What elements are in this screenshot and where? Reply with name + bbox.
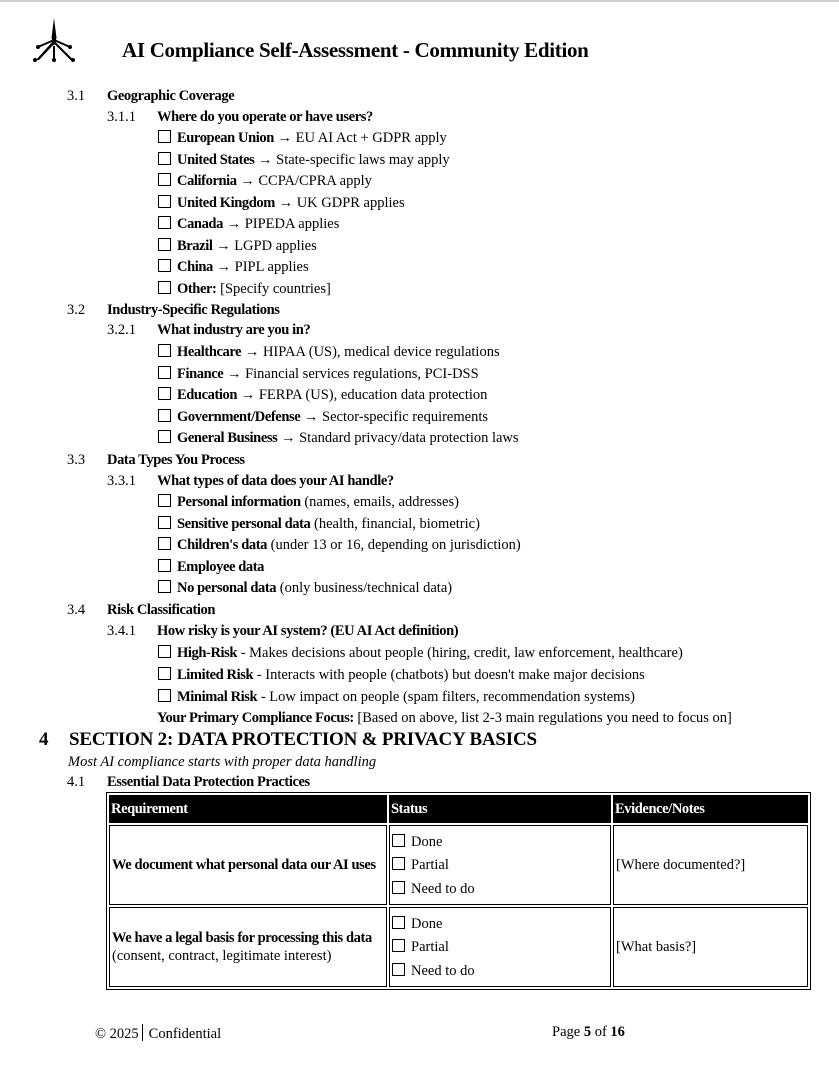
checkbox-option[interactable]: [158, 364, 479, 384]
question-text: How risky is your AI system? (EU AI Act definition): [157, 623, 459, 639]
confidential-label: Confidential: [148, 1026, 222, 1042]
question-text: What types of data does your AI handle?: [157, 473, 394, 489]
question-number: 3.2.1: [107, 322, 136, 338]
checkbox-icon[interactable]: [158, 645, 171, 658]
checkbox-icon[interactable]: [158, 667, 171, 680]
checkbox-option[interactable]: [158, 665, 645, 685]
checkbox-icon[interactable]: [392, 916, 405, 929]
option-label: United Kingdom: [177, 194, 275, 211]
option-description: Standard privacy/data protection laws: [299, 430, 519, 446]
status-option-done[interactable]: [392, 913, 608, 937]
option-description: (under 13 or 16, depending on jurisdiction): [270, 537, 521, 553]
section-number: 4: [39, 729, 49, 750]
status-label: Done: [411, 833, 443, 850]
option-label: Finance: [177, 365, 224, 382]
compass-star-icon: [30, 16, 78, 62]
checkbox-option[interactable]: [158, 643, 683, 663]
option-label: California: [177, 173, 237, 189]
column-header-notes: Evidence/Notes: [613, 795, 808, 823]
checkbox-option[interactable]: [158, 342, 500, 362]
table-row: [109, 907, 808, 987]
option-description: Interacts with people (chatbots) but doesn't make major decisions: [265, 666, 645, 683]
checkbox-option[interactable]: [158, 407, 488, 427]
option-description: FERPA (US), education data protection: [258, 387, 488, 403]
option-label: Government/Defense: [177, 408, 301, 425]
option-description: State-specific laws may apply: [276, 151, 450, 168]
question-number: 3.3.1: [107, 473, 136, 489]
question-number: 3.4.1: [107, 623, 136, 639]
checkbox-option[interactable]: [158, 687, 635, 707]
checkbox-icon[interactable]: [158, 238, 171, 251]
status-label: Need to do: [411, 880, 475, 897]
status-cell: [389, 825, 611, 905]
checkbox-icon[interactable]: [392, 939, 405, 952]
checkbox-option[interactable]: [158, 514, 480, 534]
checkbox-icon[interactable]: [158, 130, 171, 143]
checkbox-option[interactable]: [158, 557, 264, 577]
status-label: Need to do: [411, 962, 475, 979]
option-description: Sector-specific requirements: [322, 408, 489, 425]
option-label: No personal data: [177, 580, 277, 596]
status-label: Partial: [411, 939, 449, 956]
option-connector: →: [236, 173, 259, 189]
status-option-partial[interactable]: [392, 854, 608, 878]
section-number: 4.1: [67, 774, 86, 790]
requirement-text: We document what personal data our AI uses: [112, 857, 376, 873]
option-label: United States: [177, 151, 255, 168]
checkbox-icon[interactable]: [158, 559, 171, 572]
checkbox-option[interactable]: [158, 428, 519, 448]
column-header-requirement: Requirement: [109, 795, 387, 823]
checkbox-icon[interactable]: [158, 516, 171, 529]
footer-left: [95, 1024, 221, 1043]
option-label: Employee data: [177, 558, 265, 575]
option-label: Children's data: [177, 537, 268, 553]
option-description: (names, emails, addresses): [304, 494, 459, 510]
copyright-text: © 2025: [95, 1026, 139, 1042]
checkbox-icon[interactable]: [158, 152, 171, 165]
option-description: [Specify countries]: [220, 280, 331, 297]
table-row: [109, 825, 808, 905]
requirement-detail: (consent, contract, legitimate interest): [112, 948, 332, 964]
option-label: Limited Risk: [177, 666, 254, 683]
option-label: Personal information: [177, 494, 301, 510]
checkbox-icon[interactable]: [392, 834, 405, 847]
option-description: CCPA/CPRA apply: [258, 173, 372, 189]
notes-cell[interactable]: [Where documented?]: [613, 825, 808, 905]
option-connector: →: [212, 237, 235, 254]
section-title: Industry-Specific Regulations: [107, 302, 280, 318]
question-text: What industry are you in?: [157, 322, 311, 338]
checkbox-icon[interactable]: [158, 259, 171, 272]
checkbox-option[interactable]: [158, 193, 405, 213]
option-connector: →: [212, 259, 235, 275]
section-number: 3.3: [67, 452, 86, 468]
option-connector: →: [273, 130, 296, 146]
compliance-focus-field[interactable]: [Based on above, list 2-3 main regulations you need to focus on]: [353, 710, 732, 726]
option-connector: →: [222, 216, 245, 232]
section-number: 3.4: [67, 602, 86, 618]
status-option-need-to-do[interactable]: [392, 878, 608, 902]
status-label: Partial: [411, 857, 449, 874]
option-label: Sensitive personal data: [177, 515, 311, 532]
notes-cell[interactable]: [What basis?]: [613, 907, 808, 987]
page-current: 5: [583, 1024, 592, 1040]
checkbox-icon[interactable]: [158, 281, 171, 294]
checkbox-option[interactable]: [158, 385, 487, 405]
option-connector: →: [274, 194, 297, 211]
checkbox-icon[interactable]: [158, 173, 171, 186]
checkbox-icon[interactable]: [392, 881, 405, 894]
checkbox-option[interactable]: [158, 236, 317, 256]
option-connector: -: [253, 666, 266, 683]
option-description: UK GDPR applies: [296, 194, 405, 211]
footer-divider: [142, 1024, 143, 1041]
option-description: (only business/technical data): [279, 580, 453, 596]
option-connector: →: [237, 387, 259, 403]
section-title: Data Types You Process: [107, 452, 245, 468]
option-connector: →: [223, 365, 246, 382]
checkbox-option[interactable]: [158, 214, 339, 234]
option-label: General Business: [177, 430, 278, 446]
requirement-cell: [109, 907, 387, 987]
option-label: China: [177, 259, 213, 275]
option-label: High-Risk: [177, 645, 238, 661]
checkbox-icon[interactable]: [158, 387, 171, 400]
option-label: European Union: [177, 130, 274, 146]
option-connector: -: [257, 688, 270, 705]
section-number: 3.1: [67, 88, 86, 104]
checkbox-option[interactable]: [158, 171, 372, 191]
question-number: 3.1.1: [107, 109, 136, 125]
option-label: Brazil: [177, 237, 213, 254]
option-connector: -: [237, 645, 250, 661]
requirement-text: We have a legal basis for processing this data: [112, 930, 372, 946]
checkbox-option[interactable]: [158, 150, 450, 170]
checkbox-option[interactable]: [158, 257, 309, 277]
section-title: Essential Data Protection Practices: [107, 774, 310, 790]
page-total: 16: [610, 1024, 625, 1040]
status-cell: [389, 907, 611, 987]
option-description: HIPAA (US), medical device regulations: [262, 344, 500, 360]
checkbox-icon[interactable]: [158, 409, 171, 422]
option-description: EU AI Act + GDPR apply: [295, 130, 447, 146]
option-description: (health, financial, biometric): [314, 515, 480, 532]
page-prefix: Page: [552, 1024, 584, 1040]
checkbox-icon[interactable]: [158, 689, 171, 702]
option-label: Other:: [177, 280, 217, 297]
status-option-partial[interactable]: [392, 936, 608, 960]
option-connector: →: [300, 408, 323, 425]
section-title: Geographic Coverage: [107, 88, 235, 104]
option-description: PIPEDA applies: [244, 216, 340, 232]
compliance-focus-label: Your Primary Compliance Focus:: [157, 710, 354, 726]
checkbox-option[interactable]: [158, 128, 447, 148]
compliance-focus: [157, 708, 732, 728]
option-description: PIPL applies: [234, 259, 309, 275]
checkbox-icon[interactable]: [392, 857, 405, 870]
section-number: 3.2: [67, 302, 86, 318]
checkbox-icon[interactable]: [158, 344, 171, 357]
document-title: AI Compliance Self-Assessment - Community Edition: [122, 38, 589, 62]
page-number: [552, 1024, 625, 1041]
option-connector: →: [241, 344, 263, 360]
checkbox-icon[interactable]: [158, 580, 171, 593]
status-option-done[interactable]: [392, 831, 608, 855]
checkbox-icon[interactable]: [158, 430, 171, 443]
checkbox-icon[interactable]: [392, 963, 405, 976]
checkbox-option[interactable]: [158, 279, 331, 299]
checkbox-icon[interactable]: [158, 195, 171, 208]
section-title: SECTION 2: DATA PROTECTION & PRIVACY BASICS: [69, 729, 537, 750]
checkbox-icon[interactable]: [158, 366, 171, 379]
option-label: Healthcare: [177, 344, 242, 360]
status-option-need-to-do[interactable]: [392, 960, 608, 984]
checkbox-option[interactable]: [158, 578, 452, 598]
checkbox-icon[interactable]: [158, 537, 171, 550]
option-label: Education: [177, 387, 238, 403]
checkbox-option[interactable]: [158, 492, 459, 512]
requirement-cell: [109, 825, 387, 905]
option-description: Makes decisions about people (hiring, credit, law enforcement, healthcare): [249, 645, 683, 661]
option-description: Financial services regulations, PCI-DSS: [245, 365, 479, 382]
section-subtitle-text: Most AI compliance starts with proper data handling: [68, 754, 377, 770]
question-text: Where do you operate or have users?: [157, 109, 373, 125]
option-description: Low impact on people (spam filters, recommendation systems): [269, 688, 635, 705]
data-protection-table: [106, 792, 811, 990]
option-connector: →: [254, 151, 277, 168]
option-description: LGPD applies: [234, 237, 317, 254]
status-label: Done: [411, 915, 443, 932]
option-connector: →: [277, 430, 300, 446]
section-title: Risk Classification: [107, 602, 216, 618]
option-label: Canada: [177, 216, 223, 232]
checkbox-icon[interactable]: [158, 494, 171, 507]
page-of: of: [591, 1024, 611, 1040]
table-header-row: [109, 795, 808, 823]
checkbox-icon[interactable]: [158, 216, 171, 229]
option-label: Minimal Risk: [177, 688, 258, 705]
checkbox-option[interactable]: [158, 535, 521, 555]
column-header-status: Status: [389, 795, 611, 823]
